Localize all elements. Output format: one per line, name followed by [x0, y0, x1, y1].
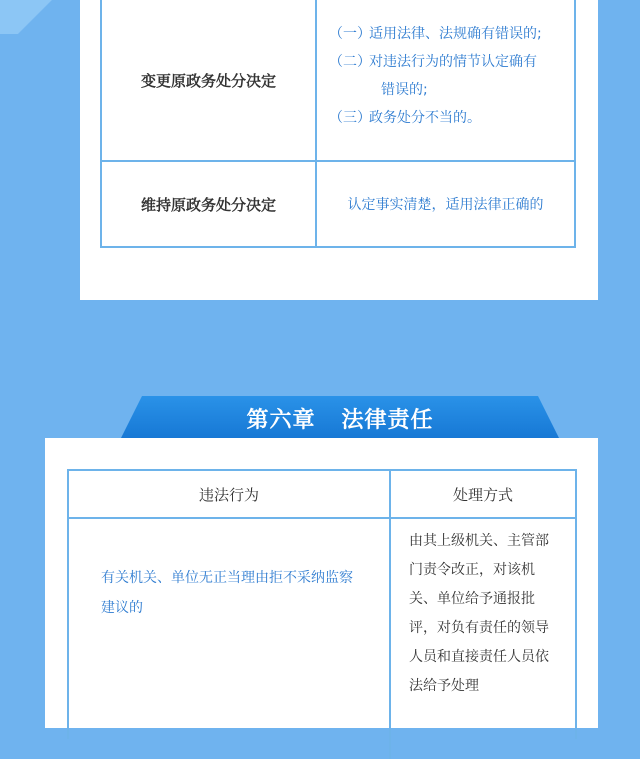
- table-header: [69, 471, 575, 519]
- table-row: [69, 519, 575, 759]
- table-row: [102, 0, 574, 162]
- row-content: [317, 0, 574, 160]
- list-number: （二）: [329, 54, 371, 70]
- chapter-number: 第六章: [246, 407, 316, 433]
- list-item: [329, 76, 542, 104]
- list-text: 错误的;: [381, 82, 428, 98]
- list-text: 政务处分不当的。: [369, 110, 481, 126]
- content-card-upper: [80, 0, 598, 300]
- list-item: [329, 48, 542, 76]
- row-label: 变更原政务处分决定: [102, 0, 317, 160]
- row-label: 维持原政务处分决定: [102, 162, 317, 246]
- list-text: 对违法行为的情节认定确有: [369, 54, 537, 70]
- list-text: 适用法律、法规确有错误的;: [369, 26, 542, 42]
- liability-table: [67, 469, 577, 739]
- list-number: （一）: [329, 26, 371, 42]
- list-item: [329, 104, 542, 132]
- list-number: （三）: [329, 110, 371, 126]
- background-accent: [0, 0, 80, 34]
- chapter-heading: [120, 396, 560, 440]
- appeal-result-table: [100, 0, 576, 248]
- column-header-act: 违法行为: [69, 471, 391, 517]
- act-text: 有关机关、单位无正当理由拒不采纳监察建议的: [101, 570, 353, 616]
- condition-list: [329, 20, 542, 132]
- chapter-title: 法律责任: [341, 407, 434, 433]
- content-card-lower: [45, 438, 598, 728]
- list-item: [329, 20, 542, 48]
- column-header-handling: 处理方式: [452, 485, 513, 504]
- act-cell: [69, 519, 391, 759]
- row-content: 认定事实清楚，适用法律正确的: [347, 197, 544, 213]
- handling-text: 由其上级机关、主管部门责令改正，对该机关、单位给予通报批评，对负有责任的领导人员和直接责任人员依法给予处理: [409, 533, 549, 694]
- table-row: [102, 162, 574, 246]
